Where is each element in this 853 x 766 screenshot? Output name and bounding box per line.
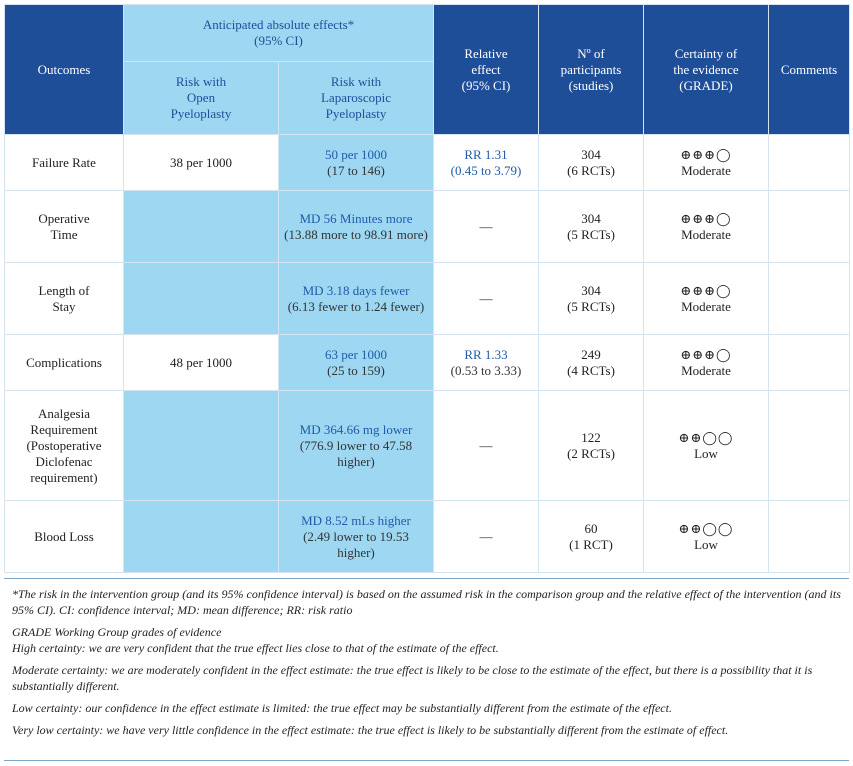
header-anticipated-ci: (95% CI): [254, 33, 303, 48]
footnote-asterisk: *The risk in the intervention group (and its 95% confidence interval) is based on the assumed risk in the comparison group and the relative effect of the intervention (and its 95% CI). CI: confidence interval; MD: mean difference; RR: risk ratio: [12, 587, 841, 617]
cell-relative-effect: [434, 191, 539, 263]
cell-certainty: [644, 335, 769, 391]
certainty-label: Moderate: [681, 362, 731, 378]
certainty-symbols: ⊕⊕⊕◯: [680, 146, 732, 162]
header-risk-lap-l1: Risk with: [330, 74, 382, 89]
cell-risk-open: [124, 501, 279, 573]
cell-relative-effect: [434, 391, 539, 501]
header-risk-open: [124, 62, 279, 135]
cell-certainty: [644, 191, 769, 263]
risk-lap-ci: (2.49 lower to 19.53 higher): [303, 528, 409, 560]
risk-lap-value: MD 364.66 mg lower: [299, 421, 413, 437]
header-outcomes: Outcomes: [5, 5, 124, 135]
relative-effect-value: —: [479, 528, 493, 544]
cell-outcome: [5, 191, 124, 263]
notes-divider-top: [4, 578, 849, 579]
cell-participants: [539, 391, 644, 501]
outcome-line: Diclofenac: [35, 453, 93, 469]
header-relative-l3: (95% CI): [461, 77, 511, 93]
header-certainty: [644, 5, 769, 135]
cell-risk-lap: [279, 335, 434, 391]
notes-divider-bottom: [4, 760, 849, 761]
outcome-line: Analgesia: [38, 405, 90, 421]
header-participants: [539, 5, 644, 135]
grade-high: High certainty: we are very confident that the true effect lies close to that of the estimate of the effect.: [12, 641, 499, 655]
certainty-symbols: ⊕⊕◯◯: [678, 429, 734, 445]
cell-participants: [539, 191, 644, 263]
cell-risk-open: [124, 335, 279, 391]
relative-effect-ci: (0.45 to 3.79): [450, 162, 522, 178]
studies-count: (2 RCTs): [567, 445, 615, 461]
header-anticipated: [124, 5, 434, 62]
cell-risk-lap: [279, 391, 434, 501]
risk-lap-value: MD 56 Minutes more: [299, 210, 413, 226]
header-risk-open-l2: Open: [186, 90, 216, 105]
relative-effect-value: RR 1.33: [464, 346, 508, 362]
cell-comments: [769, 335, 850, 391]
header-relative: [434, 5, 539, 135]
cell-certainty: [644, 135, 769, 191]
studies-count: (6 RCTs): [567, 162, 615, 178]
risk-lap-value: 63 per 1000: [324, 346, 388, 362]
cell-comments: [769, 501, 850, 573]
cell-comments: [769, 391, 850, 501]
risk-lap-ci: (6.13 fewer to 1.24 fewer): [287, 298, 425, 314]
certainty-symbols: ⊕⊕⊕◯: [680, 210, 732, 226]
grade-title: GRADE Working Group grades of evidence: [12, 625, 222, 639]
risk-open-value: 38 per 1000: [169, 154, 233, 170]
participants-count: 304: [581, 282, 601, 298]
header-risk-lap-l3: Pyeloplasty: [325, 106, 387, 121]
relative-effect-value: RR 1.31: [464, 146, 508, 162]
risk-lap-value: 50 per 1000: [324, 146, 388, 162]
cell-risk-lap: [279, 263, 434, 335]
header-participants-l2: participants: [560, 61, 622, 77]
participants-count: 304: [581, 146, 601, 162]
outcome-line: Stay: [52, 298, 76, 314]
header-relative-l2: effect: [471, 61, 501, 77]
header-participants-l1: Nº of: [577, 45, 605, 61]
cell-risk-open: [124, 391, 279, 501]
header-risk-open-l3: Pyeloplasty: [170, 106, 232, 121]
outcome-line: Length of: [38, 282, 90, 298]
cell-relative-effect: [434, 135, 539, 191]
cell-comments: [769, 135, 850, 191]
risk-lap-ci: (13.88 more to 98.91 more): [284, 226, 428, 242]
risk-lap-value: MD 8.52 mLs higher: [301, 512, 411, 528]
relative-effect-value: —: [479, 218, 493, 234]
cell-certainty: [644, 501, 769, 573]
certainty-label: Moderate: [681, 226, 731, 242]
certainty-symbols: ⊕⊕⊕◯: [680, 346, 732, 362]
header-risk-lap-l2: Laparoscopic: [320, 90, 392, 105]
outcome-line: Blood Loss: [34, 528, 94, 544]
grade-very-low: Very low certainty: we have very little confidence in the effect estimate: the true effect is likely to be substantially different from the estimate of effect.: [12, 723, 729, 737]
outcome-line: requirement): [30, 469, 98, 485]
cell-outcome: [5, 335, 124, 391]
outcome-line: Failure Rate: [32, 154, 96, 170]
risk-lap-value: MD 3.18 days fewer: [302, 282, 410, 298]
cell-outcome: [5, 135, 124, 191]
relative-effect-ci: (0.53 to 3.33): [450, 362, 522, 378]
cell-comments: [769, 191, 850, 263]
cell-participants: [539, 501, 644, 573]
cell-risk-lap: [279, 501, 434, 573]
certainty-label: Moderate: [681, 162, 731, 178]
certainty-symbols: ⊕⊕◯◯: [678, 520, 734, 536]
header-certainty-l3: (GRADE): [679, 77, 733, 93]
grade-moderate: Moderate certainty: we are moderately confident in the effect estimate: the true effect is likely to be close to the estimate of the effect, but there is a possibility that it is substantially different.: [12, 663, 813, 693]
header-risk-open-l1: Risk with: [175, 74, 227, 89]
header-certainty-l2: the evidence: [673, 61, 739, 77]
table-row: [5, 335, 850, 391]
cell-outcome: [5, 501, 124, 573]
certainty-label: Low: [694, 536, 718, 552]
table-row: [5, 135, 850, 191]
summary-of-findings-table: [4, 4, 850, 573]
grade-low: Low certainty: our confidence in the effect estimate is limited: the true effect may be substantially different from the estimate of the effect.: [12, 701, 672, 715]
relative-effect-value: —: [479, 437, 493, 453]
cell-relative-effect: [434, 263, 539, 335]
cell-relative-effect: [434, 335, 539, 391]
risk-lap-ci: (25 to 159): [327, 362, 385, 378]
table-row: [5, 191, 850, 263]
risk-lap-ci: (17 to 146): [327, 162, 385, 178]
cell-certainty: [644, 263, 769, 335]
participants-count: 122: [581, 429, 601, 445]
cell-risk-open: [124, 135, 279, 191]
cell-risk-open: [124, 191, 279, 263]
header-certainty-l1: Certainty of: [674, 45, 738, 61]
cell-participants: [539, 135, 644, 191]
certainty-label: Low: [694, 445, 718, 461]
participants-count: 249: [581, 346, 601, 362]
header-participants-l3: (studies): [568, 77, 614, 93]
cell-certainty: [644, 391, 769, 501]
header-anticipated-title: Anticipated absolute effects*: [202, 17, 355, 32]
risk-lap-ci: (776.9 lower to 47.58 higher): [299, 437, 413, 469]
cell-outcome: [5, 263, 124, 335]
certainty-label: Moderate: [681, 298, 731, 314]
cell-comments: [769, 263, 850, 335]
outcome-line: (Postoperative: [26, 437, 102, 453]
table-row: [5, 263, 850, 335]
cell-risk-lap: [279, 191, 434, 263]
outcome-line: Requirement: [30, 421, 98, 437]
certainty-symbols: ⊕⊕⊕◯: [680, 282, 732, 298]
header-comments: Comments: [769, 5, 850, 135]
outcome-line: Operative: [38, 210, 90, 226]
cell-relative-effect: [434, 501, 539, 573]
cell-outcome: [5, 391, 124, 501]
outcome-line: Complications: [26, 354, 102, 370]
relative-effect-value: —: [479, 290, 493, 306]
footnotes: [12, 586, 844, 744]
table-row: [5, 391, 850, 501]
studies-count: (5 RCTs): [567, 226, 615, 242]
cell-participants: [539, 335, 644, 391]
studies-count: (4 RCTs): [567, 362, 615, 378]
header-relative-l1: Relative: [464, 45, 508, 61]
cell-risk-lap: [279, 135, 434, 191]
table-body: [5, 135, 850, 573]
table-row: [5, 501, 850, 573]
outcome-line: Time: [50, 226, 78, 242]
cell-participants: [539, 263, 644, 335]
participants-count: 304: [581, 210, 601, 226]
header-risk-lap: [279, 62, 434, 135]
participants-count: 60: [584, 520, 598, 536]
risk-open-value: 48 per 1000: [169, 354, 233, 370]
studies-count: (1 RCT): [569, 536, 613, 552]
studies-count: (5 RCTs): [567, 298, 615, 314]
cell-risk-open: [124, 263, 279, 335]
